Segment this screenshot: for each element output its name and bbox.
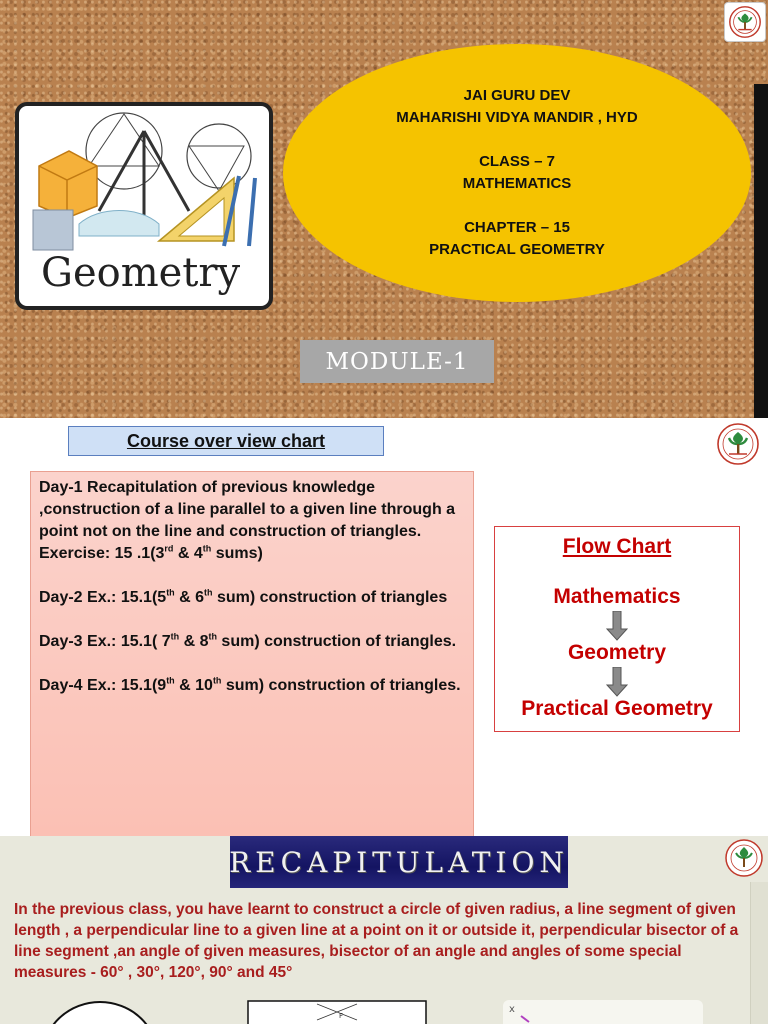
flow-item-practical-geometry: Practical Geometry [521, 697, 713, 720]
flow-item-mathematics: Mathematics [553, 585, 681, 608]
school-emblem-icon [725, 3, 765, 41]
arrow-down-icon [606, 667, 628, 697]
bisector-figure [247, 1000, 427, 1024]
school-emblem-3 [722, 836, 766, 880]
svg-text:F: F [339, 1012, 344, 1020]
circle-diagram-icon [30, 998, 170, 1024]
class-label: CLASS – 7 [479, 153, 555, 170]
geometry-tools-icon [19, 106, 269, 306]
school-emblem-icon [722, 836, 766, 880]
title-oval [283, 44, 751, 302]
circle-figure [30, 998, 170, 1024]
flow-chart [494, 526, 740, 732]
course-overview-title: Course over view chart [68, 426, 384, 456]
module-button[interactable]: MODULE-1 [300, 340, 494, 383]
angle-diagram-icon [503, 1000, 703, 1024]
chapter-label: CHAPTER – 15 [464, 219, 570, 236]
flow-chart-title: Flow Chart [562, 535, 672, 558]
flow-item-geometry: Geometry [567, 641, 667, 664]
day-1-entry: Day-1 Recapitulation of previous knowledge ,construction of a line parallel to a given line through a point not on the line and construction of triangles. Exercise: 15 .1(3rd & 4th sums) [39, 479, 456, 562]
geometry-illustration [15, 102, 273, 310]
line-bisector-icon [247, 1000, 427, 1024]
arrow-down-icon [606, 611, 628, 641]
chapter-title: PRACTICAL GEOMETRY [429, 241, 605, 258]
course-days-list [30, 471, 474, 836]
slide-edge-bar [754, 84, 768, 418]
day-2-entry: Day-2 Ex.: 15.1(5th & 6th sum) construction of triangles [39, 587, 448, 606]
school-emblem-icon [712, 420, 764, 468]
course-overview-slide [0, 418, 768, 836]
recapitulation-title: RECAPITULATION [230, 836, 568, 888]
svg-text:x: x [509, 1004, 515, 1015]
school-motto: JAI GURU DEV [463, 87, 571, 104]
school-name: MAHARISHI VIDYA MANDIR , HYD [396, 109, 638, 126]
school-emblem [724, 2, 766, 42]
recapitulation-slide [0, 836, 768, 1024]
day-3-entry: Day-3 Ex.: 15.1( 7th & 8th sum) construction of triangles. [39, 631, 457, 650]
day-4-entry: Day-4 Ex.: 15.1(9th & 10th sum) construction of triangles. [39, 675, 461, 694]
recapitulation-text: In the previous class, you have learnt to construct a circle of given radius, a line segment of given length , a perpendicular line to a given line at a point on it or outside it, perpendicular bisector of a line segment ,an angle of given measures, bisector of an angle and angles of some special measures - 60° , 30°, 120°, 90° and 45° [14, 901, 739, 981]
subject-label: MATHEMATICS [462, 175, 572, 192]
title-slide [0, 0, 768, 418]
angle-figure [503, 1000, 703, 1024]
svg-text:Geometry: Geometry [41, 250, 241, 296]
school-emblem-2 [712, 420, 764, 468]
